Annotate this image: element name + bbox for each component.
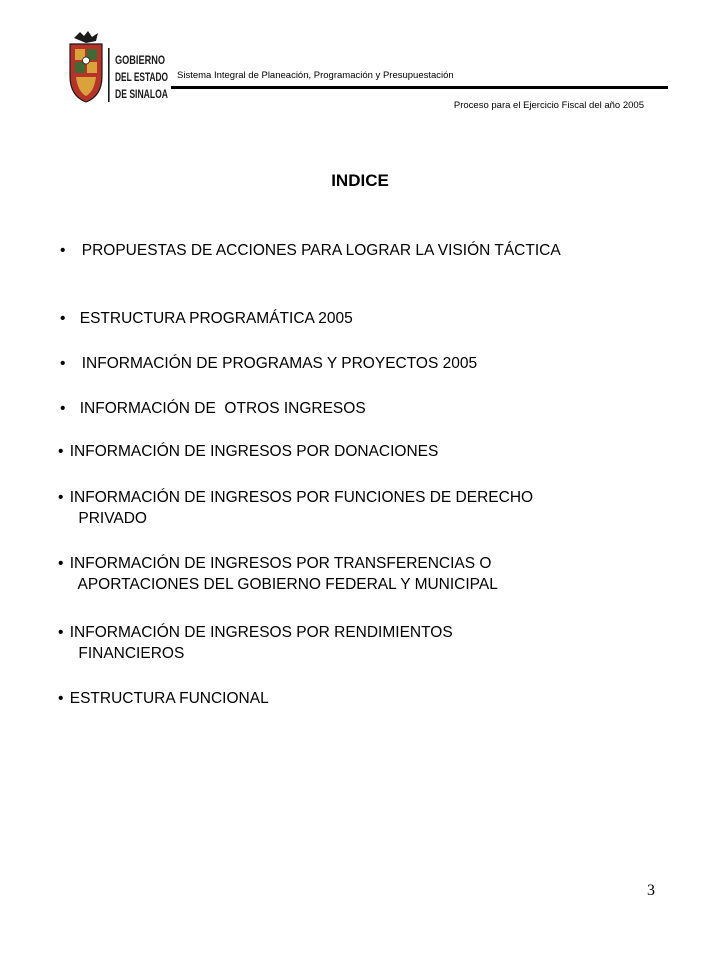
- bullet: •: [60, 310, 66, 327]
- toc-item: [60, 240, 561, 261]
- toc-item-text: ESTRUCTURA FUNCIONAL: [69, 690, 269, 707]
- gobierno-sinaloa-logo: [66, 30, 170, 106]
- bullet: •: [58, 489, 64, 506]
- logo-line-2: DEL ESTADO: [115, 70, 168, 84]
- system-name: Sistema Integral de Planeación, Programación y Presupuestación: [177, 70, 454, 81]
- toc-item: [60, 308, 353, 329]
- toc-item-text: INFORMACIÓN DE INGRESOS POR TRANSFERENCIAS O APORTACIONES DEL GOBIERNO FEDERAL Y MUNICIPAL: [69, 555, 498, 593]
- toc-item-text: ESTRUCTURA PROGRAMÁTICA 2005: [79, 310, 353, 327]
- toc-item: [58, 688, 269, 709]
- toc-item-text: INFORMACIÓN DE INGRESOS POR DONACIONES: [69, 443, 439, 460]
- header-rule: [171, 86, 668, 89]
- page-title: INDICE: [331, 171, 389, 190]
- logo-line-3: DE SINALOA: [115, 87, 169, 101]
- toc-item-text: INFORMACIÓN DE OTROS INGRESOS: [79, 400, 366, 417]
- toc-item-text: INFORMACIÓN DE INGRESOS POR FUNCIONES DE DERECHO PRIVADO: [69, 489, 534, 527]
- logo-line-1: GOBIERNO: [115, 53, 165, 67]
- bullet: •: [60, 355, 66, 372]
- toc-item-text: INFORMACIÓN DE PROGRAMAS Y PROYECTOS 2005: [81, 355, 478, 372]
- toc-item: [58, 622, 453, 664]
- toc-item-text: PROPUESTAS DE ACCIONES PARA LOGRAR LA VISIÓN TÁCTICA: [81, 242, 561, 259]
- toc-item-text: INFORMACIÓN DE INGRESOS POR RENDIMIENTOS FINANCIEROS: [69, 624, 453, 662]
- page-number: 3: [647, 882, 655, 899]
- fiscal-year-label: Proceso para el Ejercicio Fiscal del año 2005: [453, 100, 644, 111]
- toc-item: [58, 487, 533, 529]
- eagle-crest-icon: [74, 31, 98, 43]
- bullet: •: [58, 690, 64, 707]
- bullet: •: [60, 400, 66, 417]
- bullet: •: [58, 555, 64, 572]
- bullet: •: [58, 443, 64, 460]
- bullet: •: [58, 624, 64, 641]
- bullet: •: [60, 242, 66, 259]
- toc-item: [60, 353, 477, 374]
- toc-item: [58, 441, 438, 462]
- toc-item: [58, 553, 498, 595]
- toc-item: [60, 398, 366, 419]
